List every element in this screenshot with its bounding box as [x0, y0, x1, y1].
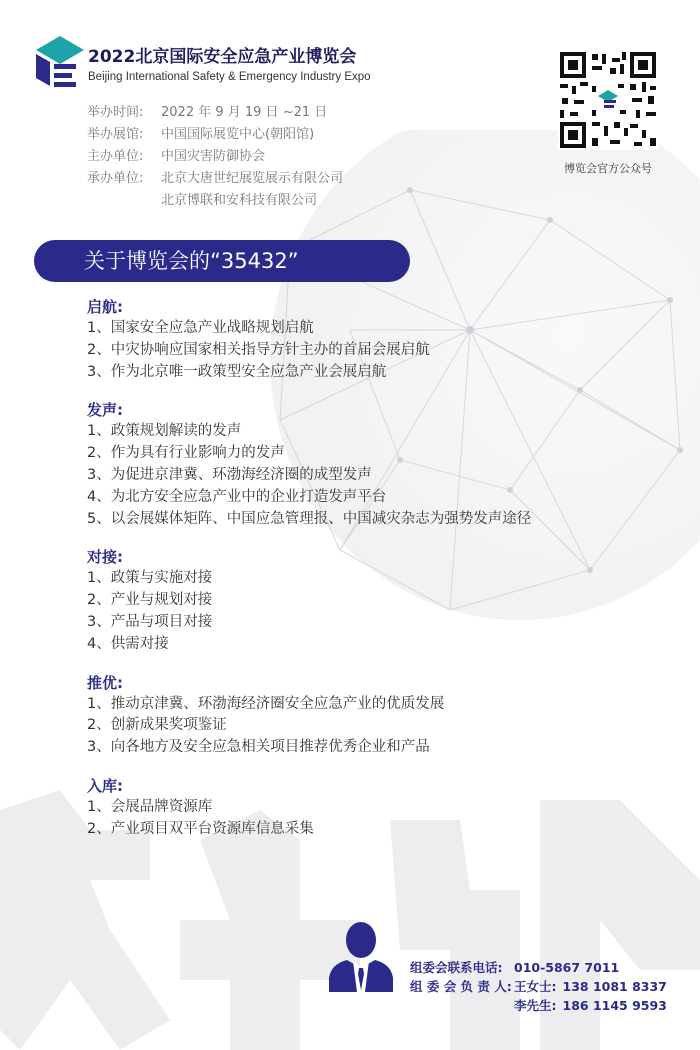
- info-organizer-label: 承办单位:: [87, 171, 144, 186]
- info-organizer-value-2: 北京博联和安科技有限公司: [161, 193, 318, 208]
- section-connect: [87, 546, 531, 655]
- list-item: 4、为北方安全应急产业中的企业打造发声平台: [87, 488, 387, 505]
- list-item: 2、产业与规划对接: [87, 592, 213, 609]
- contact-person2-name: 李先生:: [514, 998, 557, 1013]
- business-person-icon: [325, 918, 397, 992]
- list-item: 3、作为北京唯一政策型安全应急产业会展启航: [87, 363, 387, 380]
- info-host: [87, 146, 343, 168]
- list-item: 2、产业项目双平台资源库信息采集: [87, 820, 314, 837]
- list-item: 3、产品与项目对接: [87, 613, 213, 630]
- section-launch: [87, 296, 531, 383]
- contact-person2-phone[interactable]: 186 1145 9593: [562, 998, 667, 1013]
- list-item: 1、推动京津冀、环渤海经济圈安全应急产业的优质发展: [87, 695, 445, 712]
- list-item: 4、供需对接: [87, 635, 169, 652]
- section-database: [87, 775, 531, 841]
- section-title: 推优:: [87, 673, 123, 692]
- list-item: 1、会展品牌资源库: [87, 798, 213, 815]
- contact-info: [410, 958, 667, 1015]
- info-time-label: 举办时间:: [87, 105, 144, 120]
- list-item: 2、作为具有行业影响力的发声: [87, 445, 285, 462]
- info-host-label: 主办单位:: [87, 149, 144, 164]
- feature-sections: [87, 296, 531, 857]
- section-title: 发声:: [87, 401, 123, 420]
- event-info: [87, 102, 343, 212]
- info-venue: [87, 124, 343, 146]
- contact-person-label: 组 委 会 负 责 人:: [410, 979, 512, 994]
- info-organizer-2: [87, 190, 343, 212]
- info-time: [87, 102, 343, 124]
- list-item: 1、政策规划解读的发声: [87, 423, 242, 440]
- contact-phone-row: [410, 958, 667, 977]
- section-title: 启航:: [87, 298, 123, 316]
- section-title: 对接:: [87, 548, 123, 567]
- section-banner: 关于博览会的“35432”: [34, 240, 410, 282]
- section-voice: [87, 399, 531, 530]
- expo-logo-icon: [34, 34, 86, 90]
- section-promote: [87, 672, 531, 759]
- list-item: 3、为促进京津冀、环渤海经济圈的成型发声: [87, 466, 372, 483]
- info-venue-value: 中国国际展览中心(朝阳馆): [161, 127, 315, 142]
- contact-person1-name: 王女士:: [514, 979, 557, 994]
- list-item: 5、以会展媒体矩阵、中国应急管理报、中国减灾杂志为强势发声途径: [87, 510, 532, 527]
- expo-title-cn: 2022北京国际安全应急产业博览会: [88, 47, 357, 67]
- info-time-value: 2022 年 9 月 19 日 ~21 日: [161, 105, 328, 120]
- contact-person1-phone[interactable]: 138 1081 8337: [562, 979, 667, 994]
- contact-phone-value[interactable]: 010-5867 7011: [514, 960, 620, 975]
- contact-phone-label: 组委会联系电话:: [410, 960, 503, 975]
- list-item: 1、政策与实施对接: [87, 570, 213, 587]
- section-title: 入库:: [87, 776, 123, 795]
- info-organizer-value-1: 北京大唐世纪展览展示有限公司: [161, 171, 344, 186]
- contact-person-row-2: [410, 996, 667, 1015]
- info-venue-label: 举办展馆:: [87, 127, 144, 142]
- list-item: 1、国家安全应急产业战略规划启航: [87, 320, 314, 336]
- expo-title-en: Beijing International Safety & Emergency Industry Expo: [88, 71, 371, 83]
- list-item: 2、创新成果奖项鉴证: [87, 717, 227, 734]
- info-organizer: [87, 168, 343, 190]
- list-item: 2、中灾协响应国家相关指导方针主办的首届会展启航: [87, 341, 430, 358]
- qr-caption: 博览会官方公众号: [564, 162, 652, 175]
- contact-person-row-1: [410, 977, 667, 996]
- list-item: 3、向各地方及安全应急相关项目推荐优秀企业和产品: [87, 739, 430, 756]
- info-host-value: 中国灾害防御协会: [161, 149, 266, 164]
- qr-code-icon[interactable]: [558, 50, 658, 150]
